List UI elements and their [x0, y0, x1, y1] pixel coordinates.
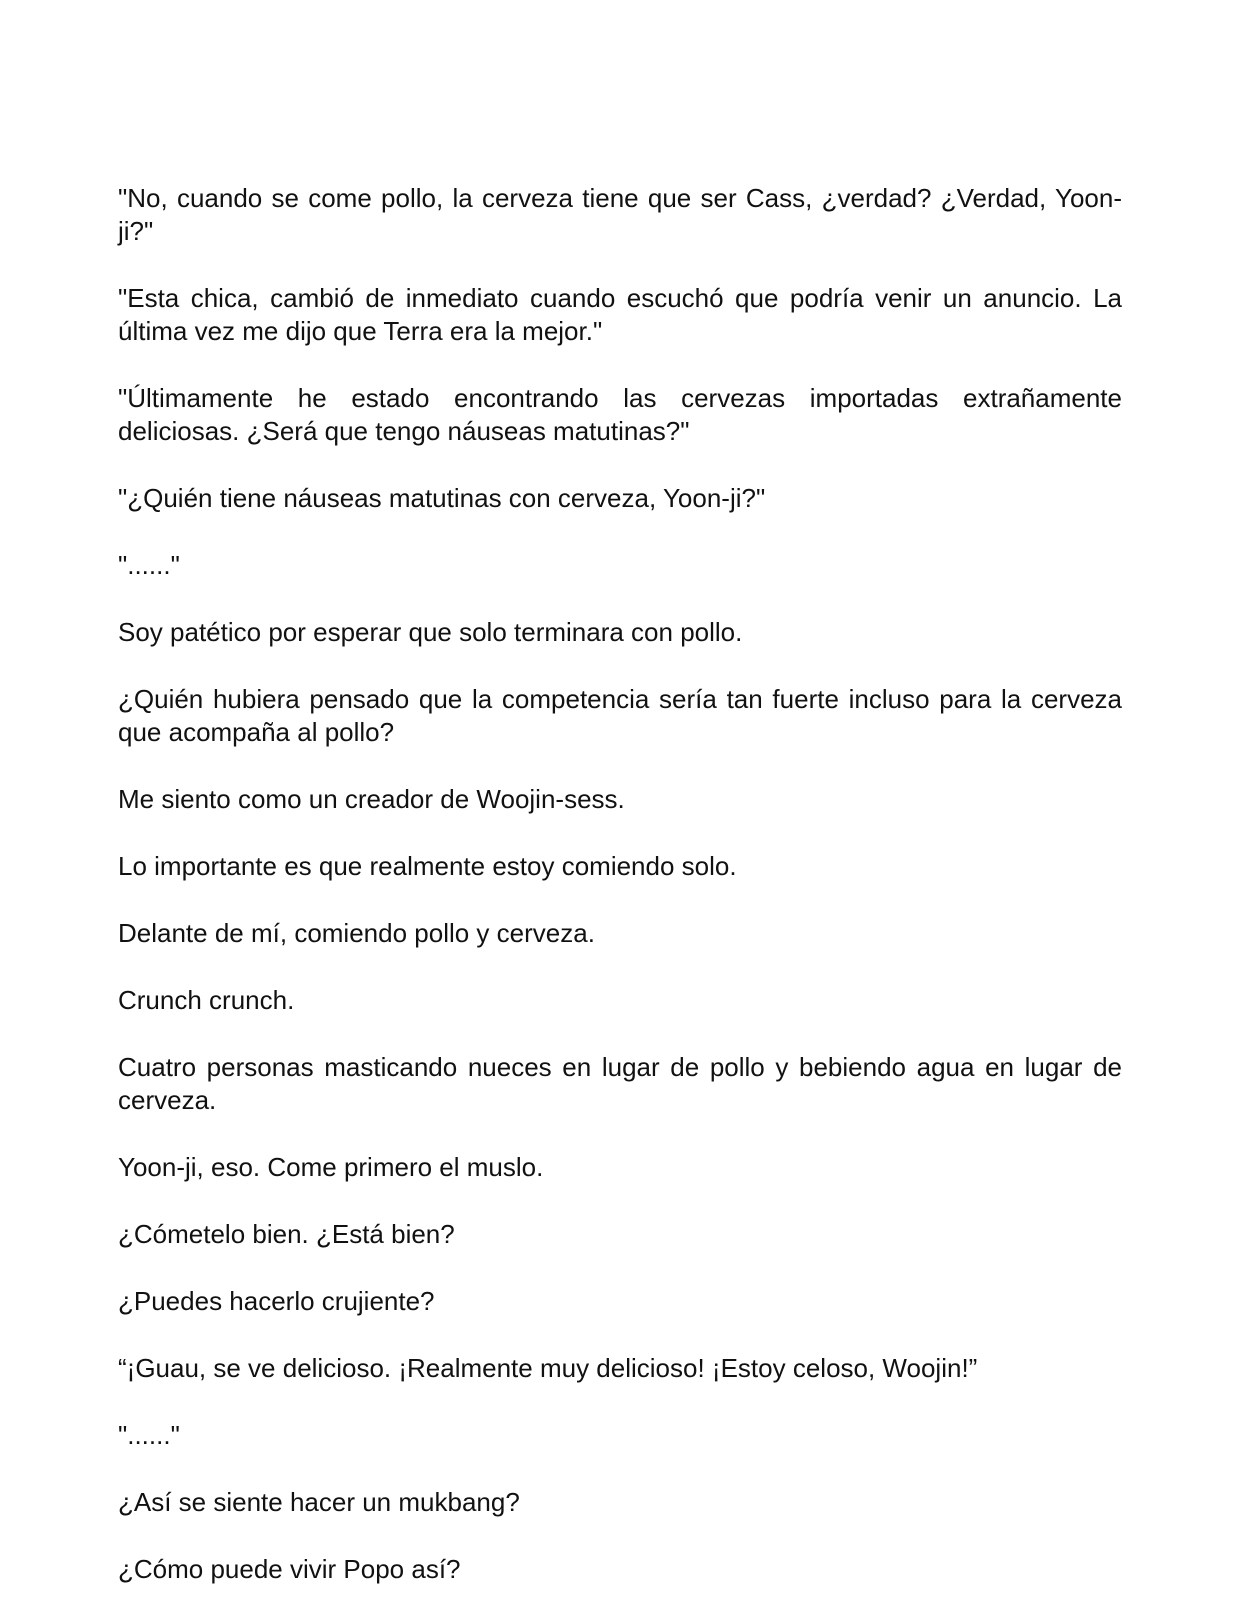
- paragraph: Cuatro personas masticando nueces en lugar de pollo y bebiendo agua en lugar de cerveza.: [118, 1052, 1122, 1115]
- paragraph: Yoon-ji, eso. Come primero el muslo.: [118, 1152, 544, 1182]
- paragraph: ¿Puedes hacerlo crujiente?: [118, 1286, 435, 1316]
- paragraph: "......": [118, 550, 180, 580]
- paragraph: Delante de mí, comiendo pollo y cerveza.: [118, 918, 595, 948]
- paragraph: "¿Quién tiene náuseas matutinas con cerveza, Yoon-ji?": [118, 483, 766, 513]
- document-body: [118, 182, 1122, 1620]
- paragraph: ¿Cómo puede vivir Popo así?: [118, 1554, 461, 1584]
- paragraph: "Últimamente he estado encontrando las cervezas importadas extrañamente deliciosas. ¿Será que tengo náuseas matutinas?": [118, 383, 1122, 446]
- paragraph: “¡Guau, se ve delicioso. ¡Realmente muy delicioso! ¡Estoy celoso, Woojin!”: [118, 1353, 978, 1383]
- paragraph: Lo importante es que realmente estoy comiendo solo.: [118, 851, 737, 881]
- paragraph: "......": [118, 1420, 180, 1450]
- paragraph: "No, cuando se come pollo, la cerveza tiene que ser Cass, ¿verdad? ¿Verdad, Yoon-ji?": [118, 183, 1122, 246]
- paragraph: ¿Quién hubiera pensado que la competencia sería tan fuerte incluso para la cerveza que acompaña al pollo?: [118, 684, 1122, 747]
- paragraph: Crunch crunch.: [118, 985, 295, 1015]
- paragraph: ¿Así se siente hacer un mukbang?: [118, 1487, 520, 1517]
- paragraph: ¿Cómetelo bien. ¿Está bien?: [118, 1219, 455, 1249]
- paragraph: Soy patético por esperar que solo terminara con pollo.: [118, 617, 743, 647]
- paragraph: Me siento como un creador de Woojin-sess.: [118, 784, 625, 814]
- paragraph: "Esta chica, cambió de inmediato cuando escuchó que podría venir un anuncio. La última vez me dijo que Terra era la mejor.": [118, 283, 1122, 346]
